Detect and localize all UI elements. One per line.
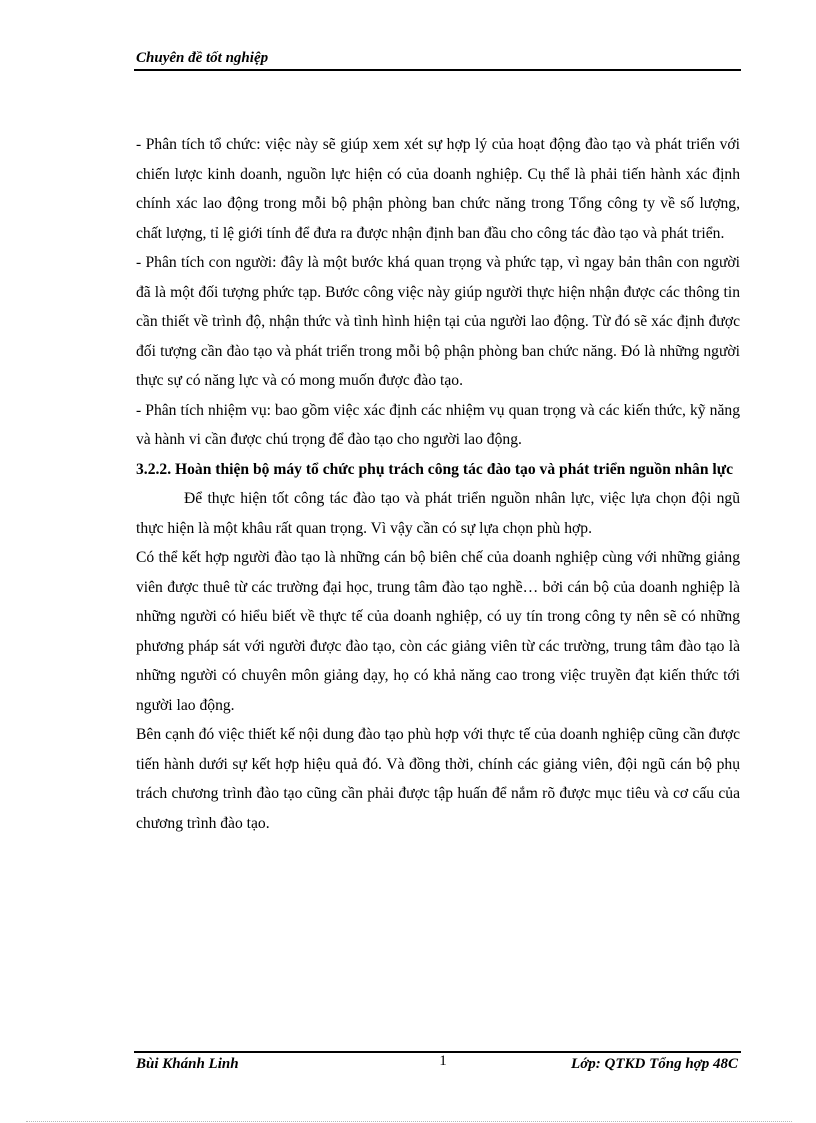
- paragraph-content-design: Bên cạnh đó việc thiết kế nội dung đào tạo phù hợp với thực tế của doanh nghiệp cũng cần được tiến hành dưới sự kết hợp hiệu quả đó. Và đồng thời, chính các giảng viên, đội ngũ cán bộ phụ trách chương trình đào tạo cũng cần phải được tập huấn để nắm rõ được mục tiêu và cơ cấu của chương trình đào tạo.: [136, 726, 740, 832]
- footer-author: Bùi Khánh Linh: [136, 1056, 239, 1072]
- paragraph-task-analysis: - Phân tích nhiệm vụ: bao gồm việc xác định các nhiệm vụ quan trọng và các kiến thức, kỹ năng và hành vi cần được chú trọng để đào tạo cho người lao động.: [136, 401, 740, 448]
- paragraph-team-selection: Để thực hiện tốt công tác đào tạo và phát triển nguồn nhân lực, việc lựa chọn đội ngũ thực hiện là một khâu rất quan trọng. Vì vậy cần có sự lựa chọn phù hợp.: [136, 490, 740, 537]
- page-number: 1: [439, 1053, 447, 1069]
- paragraph-organization-analysis: - Phân tích tổ chức: việc này sẽ giúp xem xét sự hợp lý của hoạt động đào tạo và phát triển với chiến lược kinh doanh, nguồn lực hiện có của doanh nghiệp. Cụ thể là phải tiến hành xác định chính xác lao động trong mỗi bộ phận phòng ban chức năng trong Tổng công ty về số lượng, chất lượng, tỉ lệ giới tính để đưa ra được nhận định ban đầu cho công tác đào tạo và phát triển.: [136, 136, 740, 242]
- header-title: Chuyên đề tốt nghiệp: [136, 50, 269, 66]
- paragraph-trainer-combination: Có thể kết hợp người đào tạo là những cán bộ biên chế của doanh nghiệp cùng với những giảng viên được thuê từ các trường đại học, trung tâm đào tạo nghề… bởi cán bộ của doanh nghiệp là những người có hiểu biết về thực tế của doanh nghiệp, có uy tín trong công ty nên sẽ có những phương pháp sát với người được đào tạo, còn các giảng viên từ các trường, trung tâm đào tạo là những người có chuyên môn giảng dạy, họ có khả năng cao trong việc truyền đạt kiến thức tới người lao động.: [136, 549, 740, 714]
- footer-class-name: Lớp: QTKD Tổng hợp 48C: [571, 1056, 738, 1072]
- paragraph-person-analysis: - Phân tích con người: đây là một bước khá quan trọng và phức tạp, vì ngay bản thân con người đã là một đối tượng phức tạp. Bước công việc này giúp người thực hiện nhận được các thông tin cần thiết về trình độ, nhận thức và tình hình hiện tại của người lao động. Từ đó sẽ xác định được đối tượng cần đào tạo và phát triển trong mỗi bộ phận phòng ban chức năng. Đó là những người thực sự có năng lực và có mong muốn được đào tạo.: [136, 254, 740, 389]
- page-bottom-border: [26, 1121, 792, 1122]
- document-body: [136, 130, 740, 838]
- section-heading: 3.2.2. Hoàn thiện bộ máy tổ chức phụ trách công tác đào tạo và phát triển nguồn nhân lực: [136, 460, 734, 478]
- header-divider: [134, 69, 741, 71]
